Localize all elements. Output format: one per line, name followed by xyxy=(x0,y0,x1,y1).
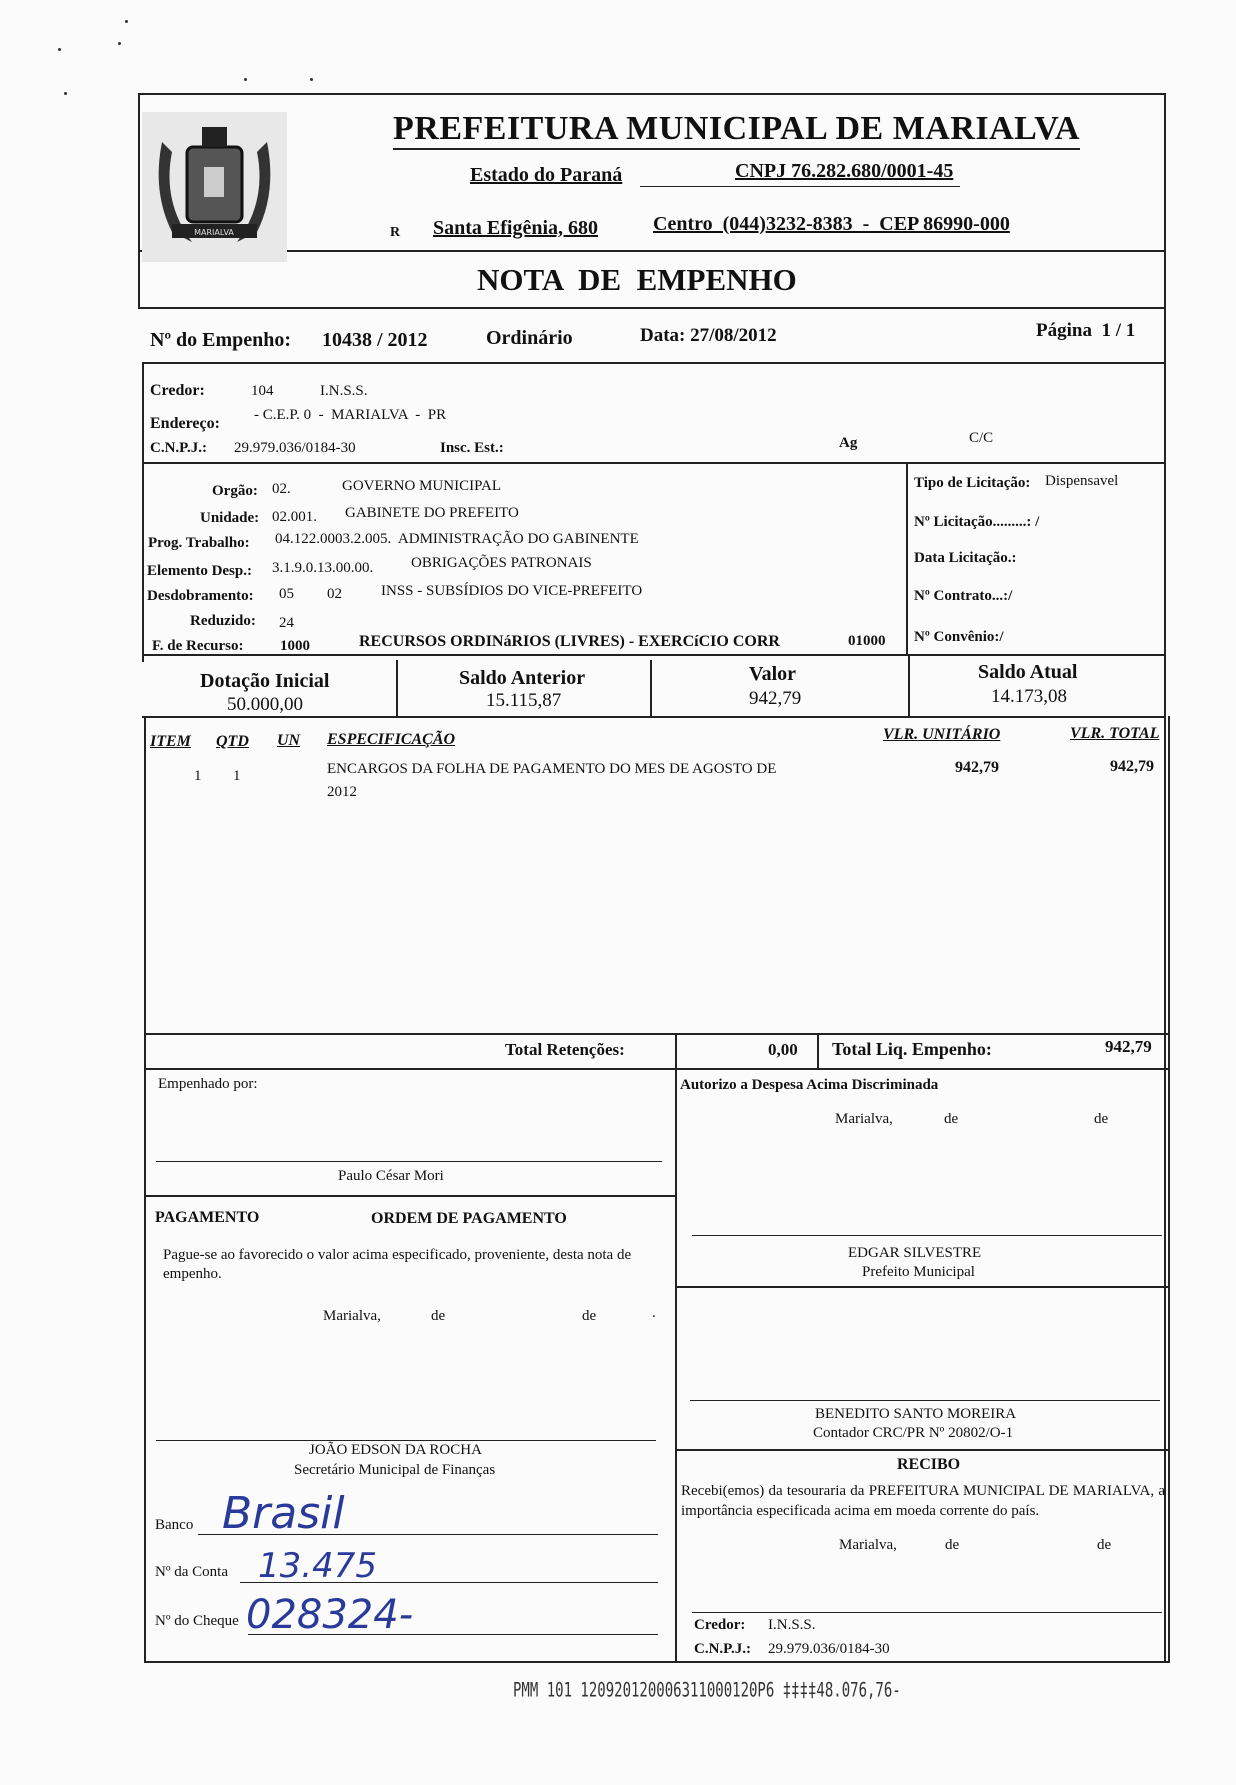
col-especificacao: ESPECIFICAÇÃO xyxy=(327,731,456,748)
reduzido-value: 24 xyxy=(279,615,294,631)
contador-name: BENEDITO SANTO MOREIRA xyxy=(815,1406,1017,1422)
cc-label: C/C xyxy=(969,430,994,446)
row-desc: ENCARGOS DA FOLHA DE PAGAMENTO DO MES DE AGOSTO DE xyxy=(327,761,777,777)
liq-empenho-value: 942,79 xyxy=(1105,1037,1152,1056)
saldo-atual-value: 14.173,08 xyxy=(991,686,1067,707)
cnpj-value: 29.979.036/0184-30 xyxy=(234,440,356,456)
unidade-label: Unidade: xyxy=(200,510,260,526)
pagamento-place: Marialva, xyxy=(323,1308,381,1324)
autorizo-de-1: de xyxy=(944,1111,959,1127)
recibo-place: Marialva, xyxy=(839,1537,897,1553)
saldo-atual-label: Saldo Atual xyxy=(978,661,1078,683)
retencoes-value: 0,00 xyxy=(768,1040,798,1059)
empenhado-por-name: Paulo César Mori xyxy=(338,1168,444,1184)
cnpj-label: C.N.P.J.: xyxy=(150,440,207,456)
contador-title: Contador CRC/PR Nº 20802/O-1 xyxy=(813,1425,1014,1441)
empenhado-por-label: Empenhado por: xyxy=(158,1076,258,1092)
col-un: UN xyxy=(277,732,301,749)
valor-label: Valor xyxy=(749,663,797,685)
autorizo-place: Marialva, xyxy=(835,1111,893,1127)
fonte-code: 1000 xyxy=(280,638,310,654)
empenho-date: Data: 27/08/2012 xyxy=(640,325,777,346)
empenho-number: 10438 / 2012 xyxy=(322,329,428,351)
recibo-de-1: de xyxy=(945,1537,960,1553)
reduzido-label: Reduzido: xyxy=(190,613,256,629)
cheque-label: Nº do Cheque xyxy=(155,1613,239,1629)
recibo-cnpj-label: C.N.P.J.: xyxy=(694,1641,751,1657)
prefeito-name: EDGAR SILVESTRE xyxy=(848,1245,982,1261)
pagamento-period: . xyxy=(652,1305,656,1321)
credor-label: Credor: xyxy=(150,382,205,399)
liq-empenho-label: Total Liq. Empenho: xyxy=(832,1039,992,1059)
recibo-de-2: de xyxy=(1097,1537,1112,1553)
recibo-credor-value: I.N.S.S. xyxy=(768,1617,816,1633)
secretario-name: JOÃO EDSON DA ROCHA xyxy=(309,1442,482,1458)
ag-label: Ag xyxy=(839,435,858,451)
pague-se-text: Pague-se ao favorecido o valor acima especificado, proveniente, desta nota de empenho. xyxy=(163,1247,632,1282)
banco-handwritten: Brasil xyxy=(222,1488,345,1539)
prog-label: Prog. Trabalho: xyxy=(148,535,250,551)
col-qtd: QTD xyxy=(216,733,249,750)
unidade-name: GABINETE DO PREFEITO xyxy=(345,505,519,521)
tipo-licitacao-label: Tipo de Licitação: xyxy=(914,475,1031,491)
page-number: Página 1 / 1 xyxy=(1036,320,1136,341)
prefeito-title: Prefeito Municipal xyxy=(862,1264,975,1280)
desdobramento-code2: 02 xyxy=(327,586,342,602)
ordem-pagamento-label: ORDEM DE PAGAMENTO xyxy=(371,1210,567,1227)
document-title: NOTA DE EMPENHO xyxy=(477,262,797,297)
fonte-number: 01000 xyxy=(848,633,886,649)
orgao-label: Orgão: xyxy=(212,483,258,499)
pagamento-de-2: de xyxy=(582,1308,597,1324)
col-vlr-unitario: VLR. UNITÁRIO xyxy=(883,726,1001,743)
credor-code: 104 xyxy=(251,383,274,399)
address-street: Santa Efigênia, 680 xyxy=(433,217,599,239)
barcode-text: PMM 101 120920120006311000120P6 ‡‡‡‡48.076,76- xyxy=(513,1679,901,1703)
row-desc-cont: 2012 xyxy=(327,784,357,800)
desdobramento-code1: 05 xyxy=(279,586,294,602)
row-total: 942,79 xyxy=(1110,758,1154,775)
fonte-label: F. de Recurso: xyxy=(152,638,244,654)
orgao-code: 02. xyxy=(272,481,291,497)
prog-value: 04.122.0003.2.005. ADMINISTRAÇÃO DO GABINENTE xyxy=(275,531,639,547)
row-item: 1 xyxy=(194,768,202,784)
recibo-text: Recebi(emos) da tesouraria da PREFEITURA MUNICIPAL DE MARIALVA, a importância especificada acima em moeda corrente do país. xyxy=(681,1483,1165,1519)
endereco-value: - C.E.P. 0 - MARIALVA - PR xyxy=(254,407,447,423)
cheque-handwritten: 028324- xyxy=(246,1592,414,1638)
elemento-code: 3.1.9.0.13.00.00. xyxy=(272,560,374,576)
numero-contrato: Nº Contrato...:/ xyxy=(914,588,1013,604)
row-unit: 942,79 xyxy=(955,759,999,776)
insc-label: Insc. Est.: xyxy=(440,440,504,456)
state-label: Estado do Paraná xyxy=(470,164,623,186)
recibo-title: RECIBO xyxy=(897,1456,961,1473)
saldo-anterior-value: 15.115,87 xyxy=(486,690,562,711)
desdobramento-label: Desdobramento: xyxy=(147,588,254,604)
orgao-name: GOVERNO MUNICIPAL xyxy=(342,478,502,494)
svg-text:MARIALVA: MARIALVA xyxy=(194,228,234,237)
row-qtd: 1 xyxy=(233,768,241,784)
data-licitacao: Data Licitação.: xyxy=(914,550,1017,566)
numero-licitacao: Nº Licitação.........: / xyxy=(914,514,1040,530)
unidade-code: 02.001. xyxy=(272,509,317,525)
banco-label: Banco xyxy=(155,1517,194,1533)
autorizo-text: Autorizo a Despesa Acima Discriminada xyxy=(680,1077,939,1093)
valor-value: 942,79 xyxy=(749,688,802,709)
empenho-type: Ordinário xyxy=(486,327,573,349)
col-vlr-total: VLR. TOTAL xyxy=(1070,725,1160,742)
recibo-cnpj-value: 29.979.036/0184-30 xyxy=(768,1641,890,1657)
dotacao-value: 50.000,00 xyxy=(227,694,303,715)
autorizo-de-2: de xyxy=(1094,1111,1109,1127)
secretario-title: Secretário Municipal de Finanças xyxy=(294,1462,496,1478)
address-contact: Centro (044)3232-8383 - CEP 86990-000 xyxy=(653,213,1010,235)
elemento-name: OBRIGAÇÕES PATRONAIS xyxy=(411,555,592,571)
pagamento-de-1: de xyxy=(431,1308,446,1324)
retencoes-label: Total Retenções: xyxy=(505,1040,625,1059)
recibo-credor-label: Credor: xyxy=(694,1617,746,1633)
conta-handwritten: 13.475 xyxy=(258,1546,377,1586)
fonte-name: RECURSOS ORDINáRIOS (LIVRES) - EXERCíCIO CORR xyxy=(359,633,780,650)
conta-label: Nº da Conta xyxy=(155,1564,228,1580)
dotacao-label: Dotação Inicial xyxy=(200,670,330,692)
empenho-label: Nº do Empenho: xyxy=(150,329,292,351)
saldo-anterior-label: Saldo Anterior xyxy=(459,667,586,689)
numero-convenio: Nº Convênio:/ xyxy=(914,629,1004,645)
col-item: ITEM xyxy=(150,733,191,750)
street-prefix: R xyxy=(390,225,401,240)
tipo-licitacao-value: Dispensavel xyxy=(1045,473,1119,489)
cnpj-header: CNPJ 76.282.680/0001-45 xyxy=(735,160,954,182)
coat-of-arms-logo xyxy=(142,112,287,262)
elemento-label: Elemento Desp.: xyxy=(147,563,252,579)
credor-name: I.N.S.S. xyxy=(320,383,368,399)
endereco-label: Endereço: xyxy=(150,415,220,432)
desdobramento-name: INSS - SUBSÍDIOS DO VICE-PREFEITO xyxy=(381,583,643,599)
pagamento-label: PAGAMENTO xyxy=(155,1209,260,1226)
institution-title: PREFEITURA MUNICIPAL DE MARIALVA xyxy=(393,110,1080,150)
